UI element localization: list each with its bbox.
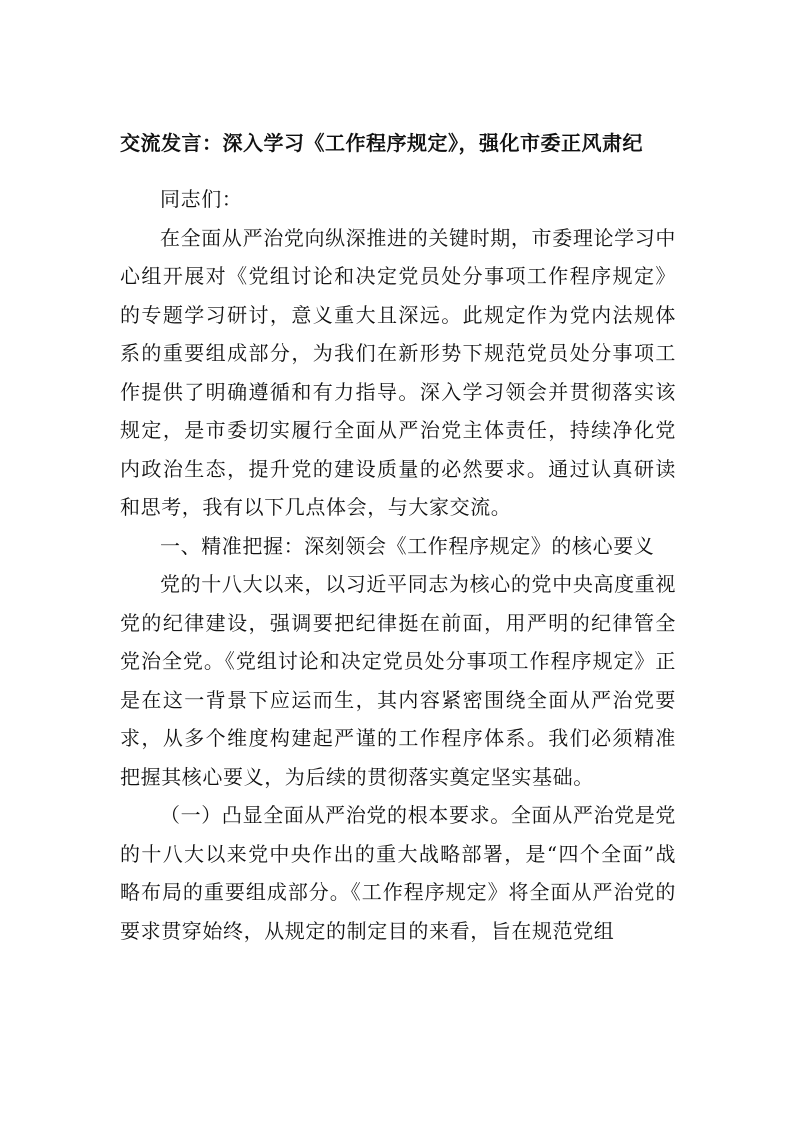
paragraph-subsection-1: （一）凸显全面从严治党的根本要求。全面从严治党是党的十八大以来党中央作出的重大战略部署，是“四个全面”战略布局的重要组成部分。《工作程序规定》将全面从严治党的要求贯穿始终，从规定的制定目的来看，旨在规范党组 <box>120 803 676 943</box>
document-body <box>120 180 676 950</box>
paragraph-section-1: 党的十八大以来，以习近平同志为核心的党中央高度重视党的纪律建设，强调要把纪律挺在前面，用严明的纪律管全党治全党。《党组讨论和决定党员处分事项工作程序规定》正是在这一背景下应运而生，其内容紧密围绕全面从严治党要求，从多个维度构建起严谨的工作程序体系。我们必须精准把握其核心要义，为后续的贯彻落实奠定坚实基础。 <box>120 572 676 789</box>
paragraph-intro: 在全面从严治党向纵深推进的关键时期，市委理论学习中心组开展对《党组讨论和决定党员处分事项工作程序规定》的专题学习研讨，意义重大且深远。此规定作为党内法规体系的重要组成部分，为我们在新形势下规范党员处分事项工作提供了明确遵循和有力指导。深入学习领会并贯彻落实该规定，是市委切实履行全面从严治党主体责任，持续净化党内政治生态，提升党的建设质量的必然要求。通过认真研读和思考，我有以下几点体会，与大家交流。 <box>120 225 676 519</box>
salutation: 同志们： <box>160 187 243 211</box>
document-title: 交流发言：深入学习《工作程序规定》，强化市委正风肃纪 <box>120 131 643 155</box>
section-heading-1: 一、精准把握：深刻领会《工作程序规定》的核心要义 <box>160 533 655 558</box>
